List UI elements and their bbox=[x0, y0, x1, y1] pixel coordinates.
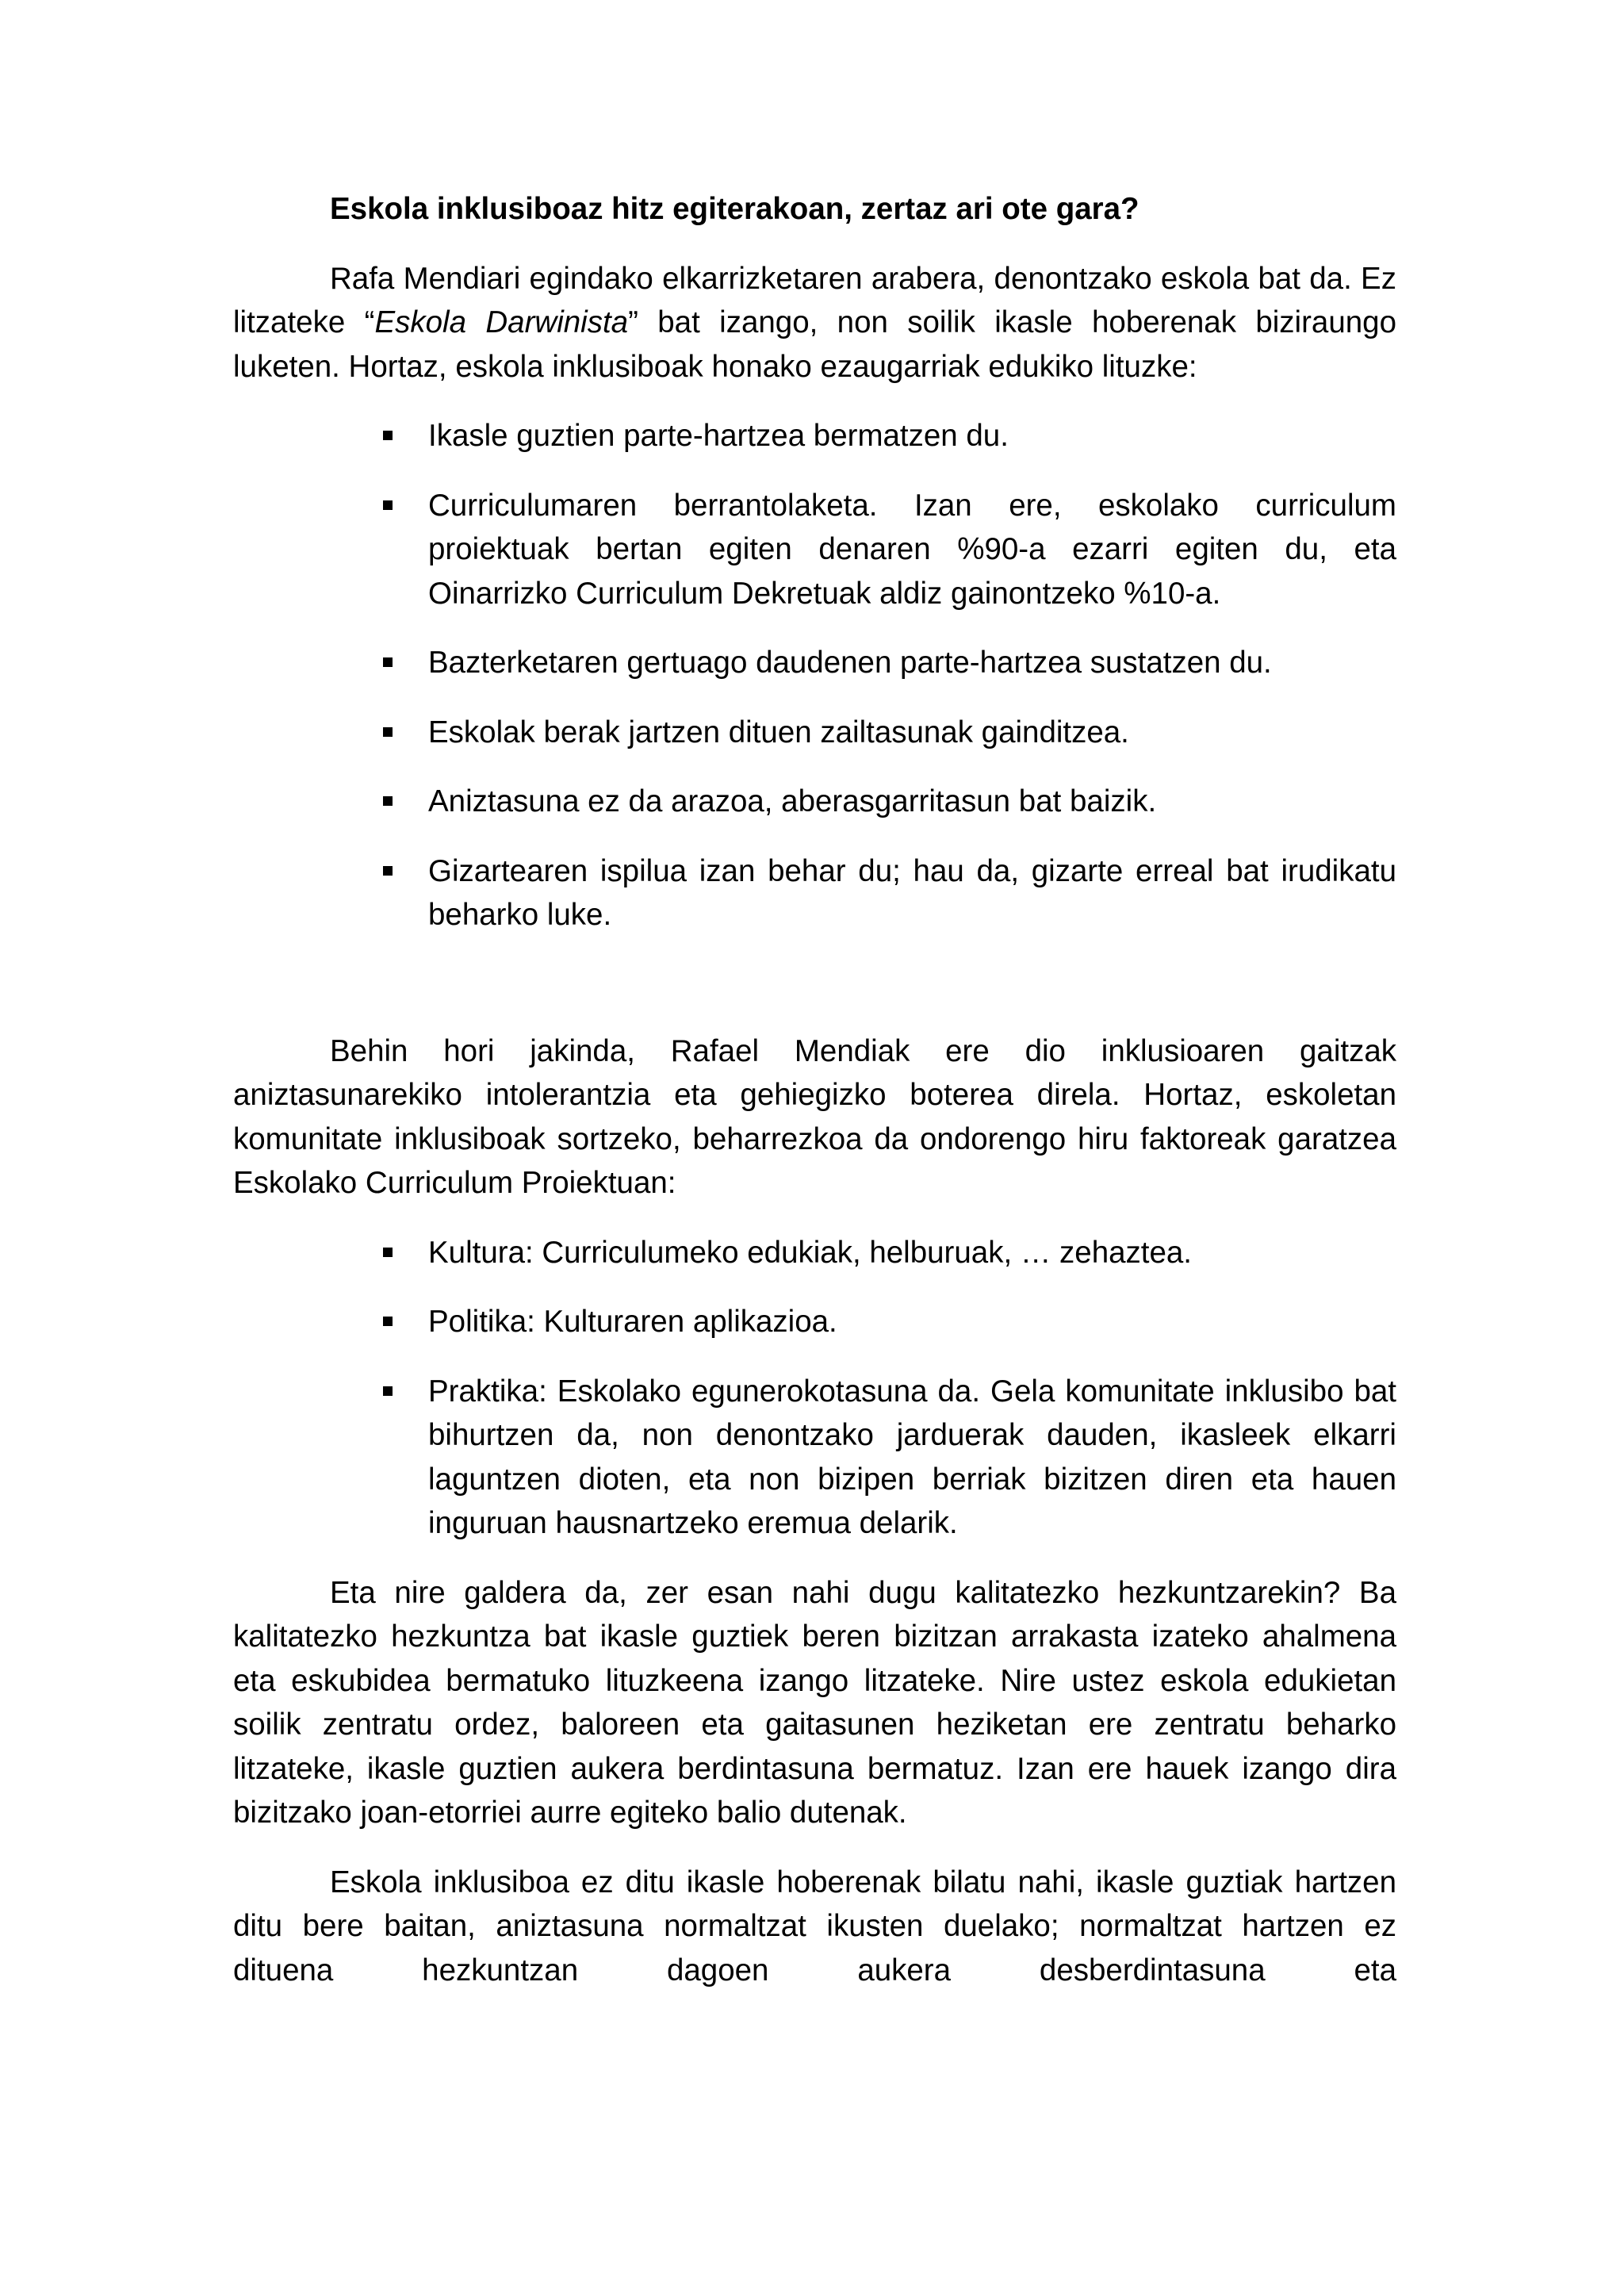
features-list-item-text: Curriculumaren berrantolaketa. Izan ere, eskolako curriculum proiektuak bertan egiten denaren %90-a ezarri egiten du, eta Oinarrizko Curriculum Dekretuak aldiz gainontzeko %10-a. bbox=[428, 488, 1396, 611]
document-body bbox=[233, 187, 1396, 2018]
square-bullet-icon bbox=[383, 500, 393, 510]
square-bullet-icon bbox=[383, 866, 393, 876]
intro-text-end: ” bat izango, non soilik ikasle hoberenak biziraungo luketen. Hortaz, eskola inklusiboak honako ezaugarriak edukiko lituzke: bbox=[233, 305, 1396, 384]
features-list bbox=[233, 414, 1396, 937]
factors-list-item bbox=[428, 1231, 1396, 1275]
features-list-item bbox=[428, 849, 1396, 937]
factors-list-item-text: Politika: Kulturaren aplikazioa. bbox=[428, 1305, 837, 1339]
intro-text-start: Rafa Mendiari egindako elkarrizketaren arabera, denontzako eskola bat da. Ez litzateke “ bbox=[233, 261, 1396, 339]
features-list-item-text: Ikasle guztien parte-hartzea bermatzen du. bbox=[428, 419, 1009, 453]
factors-list-item bbox=[428, 1300, 1396, 1344]
paragraph-inclusive-school: Eskola inklusiboa ez ditu ikasle hoberenak bilatu nahi, ikasle guztiak hartzen ditu bere baitan, aniztasuna normaltzat ikusten duelako; normaltzat hartzen ez dituena hezkuntzan dagoen aukera desberdintasuna eta bbox=[233, 1865, 1396, 1987]
features-list-item bbox=[428, 711, 1396, 755]
factors-list bbox=[233, 1231, 1396, 1546]
intro-paragraph bbox=[233, 257, 1396, 389]
square-bullet-icon bbox=[383, 796, 393, 806]
square-bullet-icon bbox=[383, 1386, 393, 1396]
intro-emphasis: Eskola Darwinista bbox=[374, 305, 629, 339]
features-list-item-text: Eskolak berak jartzen dituen zailtasunak gainditzea. bbox=[428, 715, 1129, 749]
features-list-item bbox=[428, 414, 1396, 458]
square-bullet-icon bbox=[383, 1317, 393, 1326]
square-bullet-icon bbox=[383, 1248, 393, 1257]
features-list-item-text: Aniztasuna ez da arazoa, aberasgarritasun bat baizik. bbox=[428, 784, 1157, 818]
square-bullet-icon bbox=[383, 727, 393, 737]
features-list-item bbox=[428, 484, 1396, 616]
factors-list-item-text: Praktika: Eskolako egunerokotasuna da. Gela komunitate inklusibo bat bihurtzen da, non denontzako jarduerak dauden, ikasleek elkarri laguntzen dioten, eta non bizipen berriak bizitzen diren eta hauen inguruan hausnartzeko eremua delarik. bbox=[428, 1374, 1396, 1540]
factors-list-item bbox=[428, 1370, 1396, 1546]
document-title: Eskola inklusiboaz hitz egiterakoan, zertaz ari ote gara? bbox=[330, 192, 1139, 226]
features-list-item bbox=[428, 641, 1396, 685]
features-list-item-text: Bazterketaren gertuago daudenen parte-hartzea sustatzen du. bbox=[428, 646, 1272, 680]
features-list-item-text: Gizartearen ispilua izan behar du; hau da, gizarte erreal bat irudikatu beharko luke. bbox=[428, 853, 1396, 932]
factors-list-item-text: Kultura: Curriculumeko edukiak, helburuak, … zehaztea. bbox=[428, 1235, 1192, 1270]
paragraph-quality-education: Eta nire galdera da, zer esan nahi dugu kalitatezko hezkuntzarekin? Ba kalitatezko hezkuntza bat ikasle guztiek beren bizitzan arrakasta izateko ahalmena eta eskubidea bermatuko lituzkeena izango litzateke. Nire ustez eskola edukietan soilik zentratu ordez, baloreen eta gaitasunen heziketan ere zentratu beharko litzateke, ikasle guztien aukera berdintasuna bermatuz. Izan ere hauek izango dira bizitzako joan-etorriei aurre egiteko balio dutenak. bbox=[233, 1575, 1396, 1830]
square-bullet-icon bbox=[383, 657, 393, 667]
square-bullet-icon bbox=[383, 431, 393, 440]
paragraph-inclusion-factors: Behin hori jakinda, Rafael Mendiak ere dio inklusioaren gaitzak aniztasunarekiko intolerantzia eta gehiegizko boterea direla. Hortaz, eskoletan komunitate inklusiboak sortzeko, beharrezkoa da ondorengo hiru faktoreak garatzea Eskolako Curriculum Proiektuan: bbox=[233, 1033, 1396, 1200]
features-list-item bbox=[428, 780, 1396, 824]
